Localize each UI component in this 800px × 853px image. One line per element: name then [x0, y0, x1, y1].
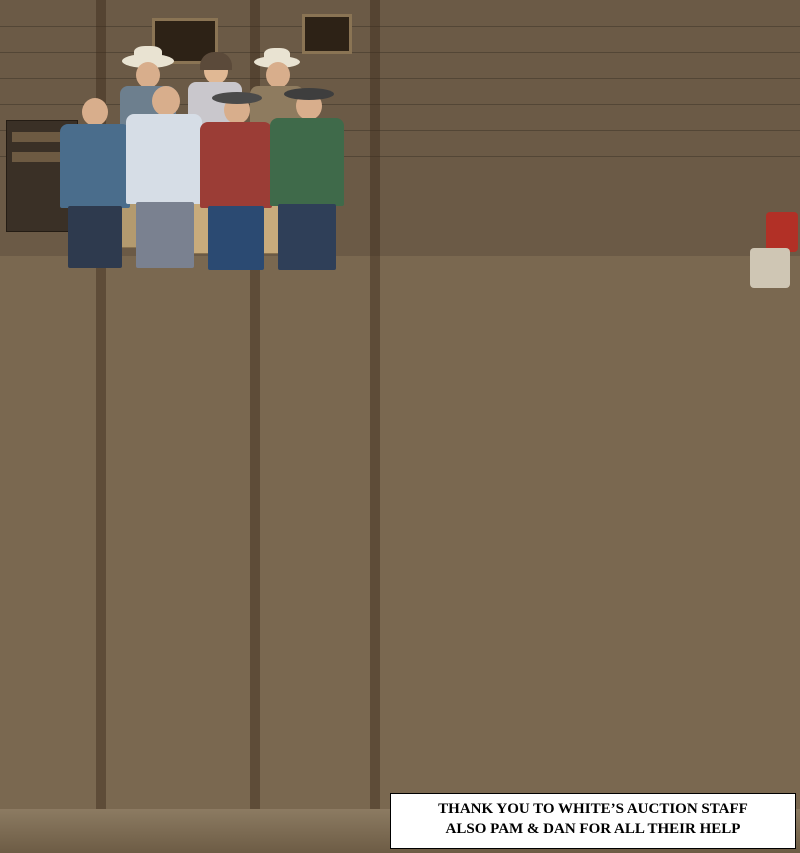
group-photo: [0, 0, 408, 307]
photo-person-front-1: [58, 98, 132, 268]
photo-person-front-4: [268, 92, 346, 270]
photo-person-front-2: [124, 86, 204, 268]
thanks-line-2: ALSO PAM & DAN FOR ALL THEIR HELP: [445, 821, 741, 837]
thanks-line-1: THANK YOU TO WHITE’S AUCTION STAFF: [438, 801, 748, 817]
thank-you-section: [390, 793, 796, 849]
photo-background: [0, 0, 408, 307]
photo-person-front-3: [198, 96, 274, 270]
